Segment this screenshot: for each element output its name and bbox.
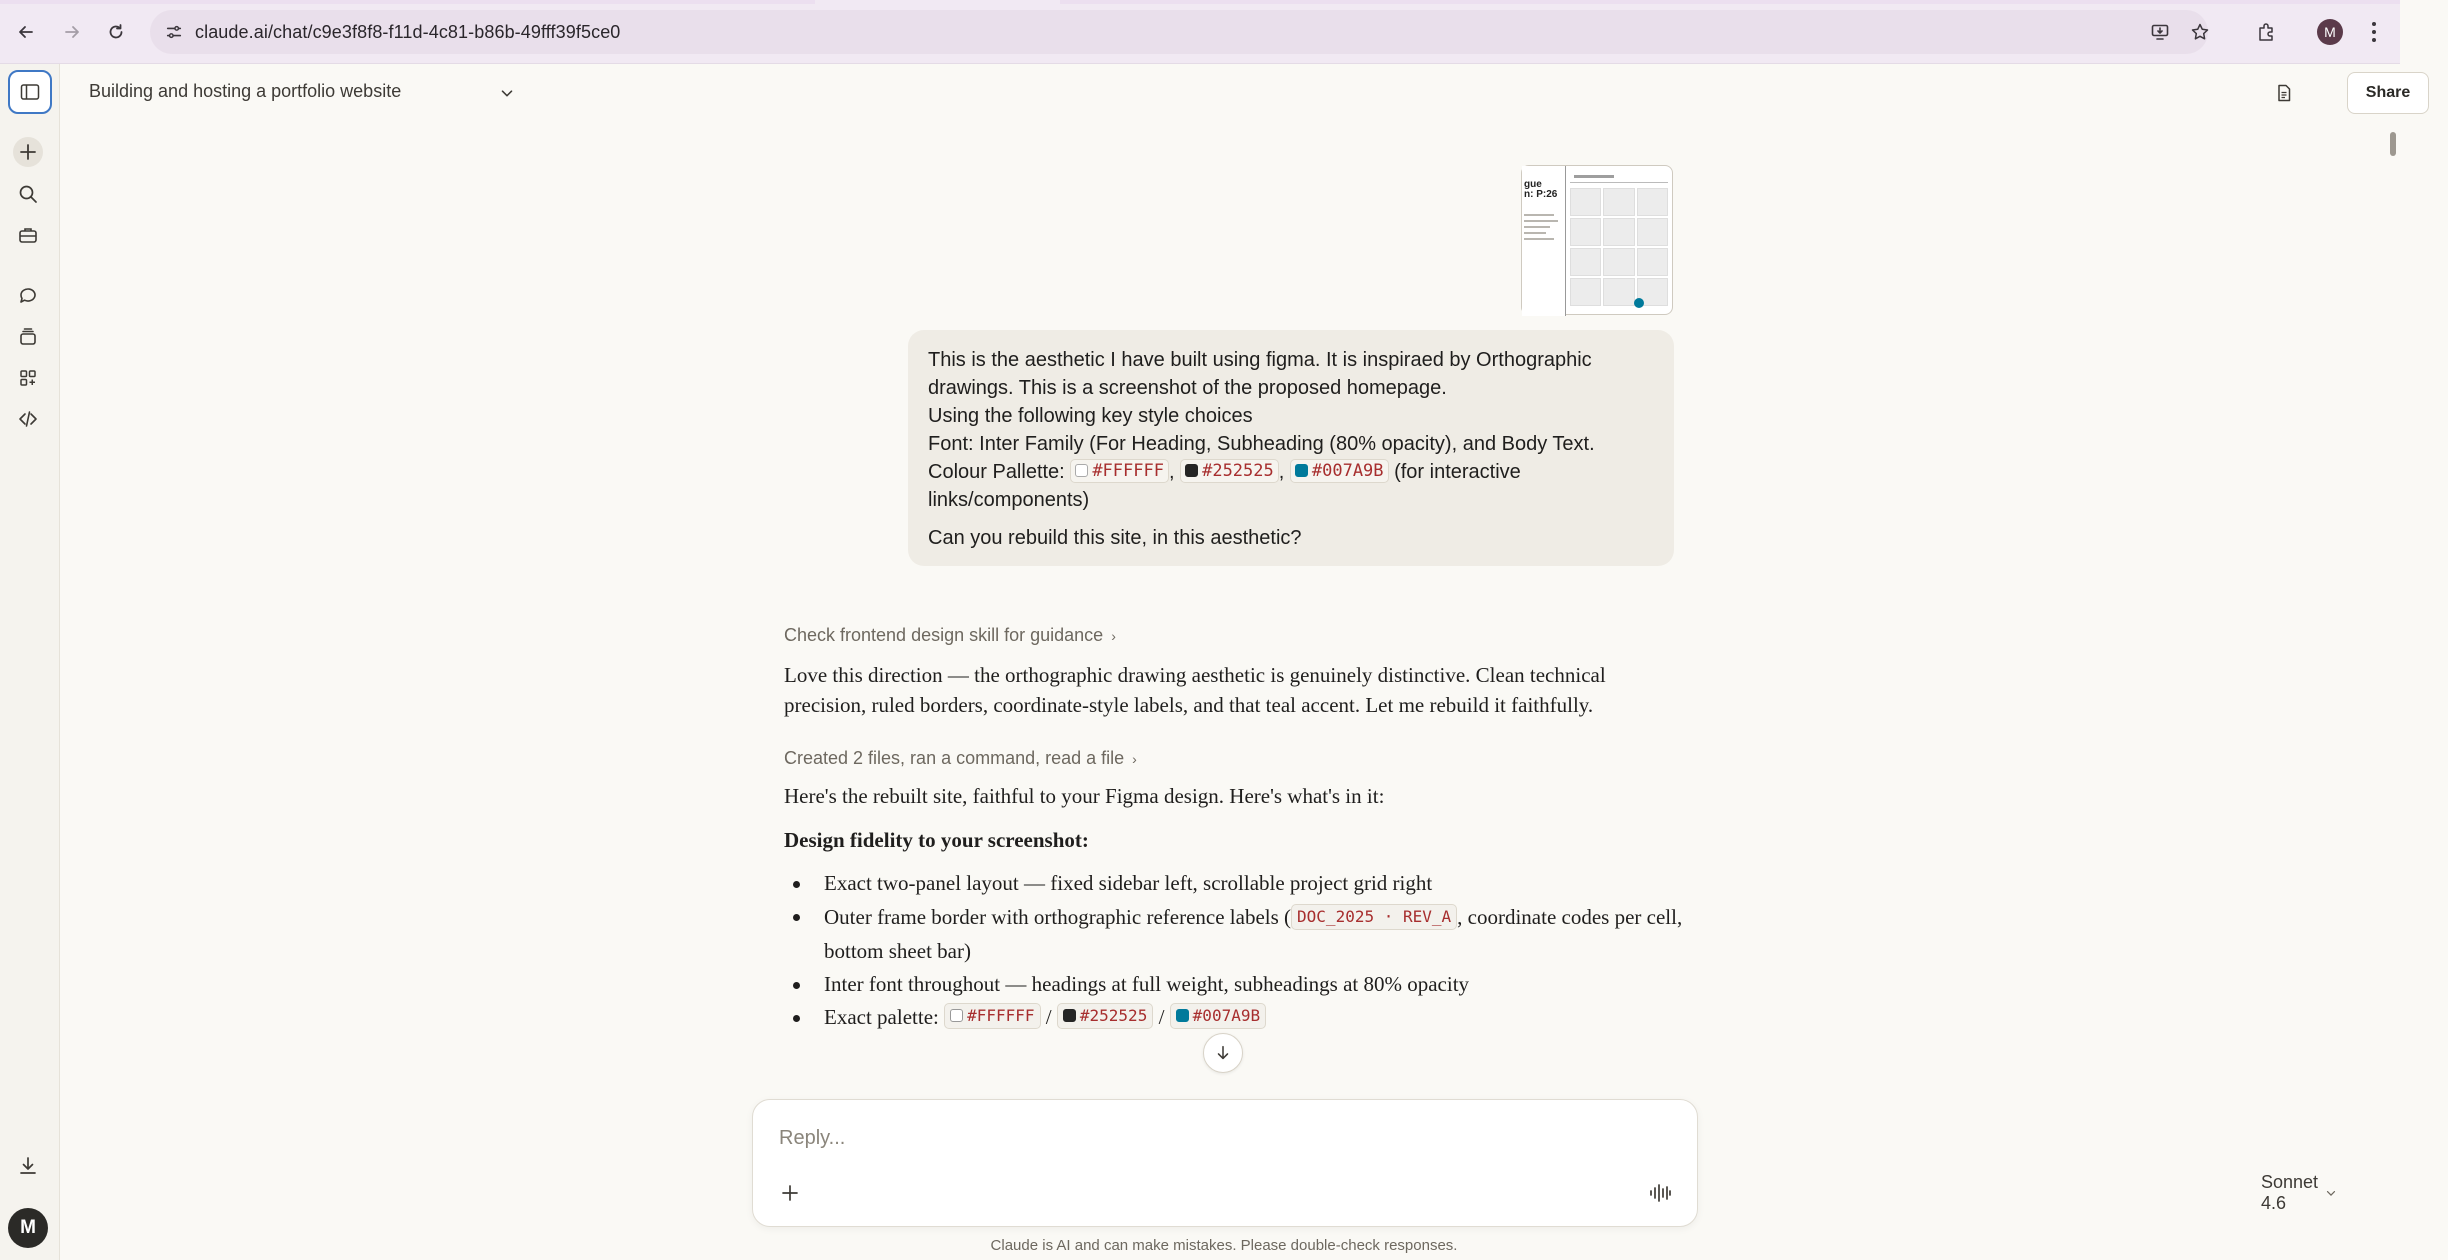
browser-profile-avatar[interactable]: M xyxy=(2317,19,2343,45)
color-code: #252525 xyxy=(1202,460,1274,481)
list-item-text: Exact palette: xyxy=(824,1005,939,1029)
dark-swatch xyxy=(1063,1009,1076,1022)
scrollbar-thumb[interactable] xyxy=(2390,132,2396,156)
browser-menu-button[interactable] xyxy=(2360,16,2388,48)
browser-toolbar xyxy=(0,0,2400,64)
new-chat-button[interactable] xyxy=(13,137,43,167)
reload-icon xyxy=(106,22,126,42)
list-item: Inter font throughout — headings at full weight, subheadings at 80% opacity xyxy=(784,968,1684,1001)
color-code-chip xyxy=(1170,1003,1266,1029)
tool-use-label: Created 2 files, ran a command, read a file xyxy=(784,748,1125,768)
white-swatch xyxy=(1075,464,1088,477)
artifacts-button[interactable] xyxy=(12,321,44,353)
arrow-down-icon xyxy=(1214,1044,1232,1062)
arrow-right-icon xyxy=(62,22,82,42)
briefcase-icon xyxy=(17,224,39,246)
add-attachment-button[interactable] xyxy=(773,1176,807,1210)
thumbnail-sidebar-panel xyxy=(1522,166,1566,316)
extensions-button[interactable] xyxy=(2250,16,2282,48)
waveform-icon xyxy=(1648,1181,1672,1205)
address-bar[interactable] xyxy=(150,10,2208,54)
chats-button[interactable] xyxy=(12,280,44,312)
install-app-icon[interactable] xyxy=(2148,20,2172,44)
color-code-chip xyxy=(1070,459,1169,483)
color-code: #252525 xyxy=(1079,1005,1148,1025)
color-code: #FFFFFF xyxy=(1092,460,1164,481)
assistant-paragraph: Here's the rebuilt site, faithful to your Figma design. Here's what's in it: xyxy=(784,784,1385,808)
tool-use-summary[interactable] xyxy=(784,625,1684,646)
user-question: Can you rebuild this site, in this aesthetic? xyxy=(928,527,1302,549)
user-avatar[interactable]: M xyxy=(8,1208,48,1248)
thumbnail-accent-dot xyxy=(1634,298,1644,308)
search-icon xyxy=(17,183,39,205)
forward-button[interactable] xyxy=(56,16,88,48)
separator: / xyxy=(1045,1005,1052,1029)
arrow-left-icon xyxy=(16,22,36,42)
stack-icon xyxy=(17,326,39,348)
list-item-text: , coordinate codes per cell, bottom sheet bar) xyxy=(824,905,1683,963)
user-message xyxy=(908,330,1674,566)
reload-button[interactable] xyxy=(100,16,132,48)
white-swatch xyxy=(950,1009,963,1022)
back-button[interactable] xyxy=(10,16,42,48)
thumbnail-rule xyxy=(1570,182,1668,183)
thumbnail-project-grid xyxy=(1570,188,1668,306)
projects-button[interactable] xyxy=(12,219,44,251)
chevron-right-icon: › xyxy=(1111,627,1116,644)
download-app-button[interactable] xyxy=(12,1150,44,1182)
assistant-paragraph: Love this direction — the orthographic drawing aesthetic is genuinely distinctive. Clean technical precision, ruled borders, coordinate-style labels, and that teal accent. Let me rebuild it faithfully. xyxy=(784,663,1606,717)
palette-line: Colour Pallette: #FFFFFF , #252525 , #007A9B (for interactive links/components) xyxy=(928,460,1521,511)
color-code: #007A9B xyxy=(1192,1005,1261,1025)
conversation-header xyxy=(61,65,2411,121)
thumbnail-text: gue n: P:26 xyxy=(1524,179,1558,200)
grid-icon xyxy=(17,367,39,389)
user-message-line: Font: Inter Family (For Heading, Subheading (80% opacity), and Body Text. xyxy=(928,433,1595,455)
feature-list xyxy=(784,867,1684,1034)
code-button[interactable] xyxy=(12,403,44,435)
chevron-down-icon[interactable] xyxy=(495,81,519,105)
palette-suffix: (for interactive links/components) xyxy=(928,461,1521,511)
document-icon[interactable] xyxy=(2268,77,2300,109)
list-item xyxy=(784,1001,1684,1034)
reply-composer xyxy=(752,1099,2319,1227)
tab-strip xyxy=(0,0,2400,4)
attached-screenshot-thumbnail[interactable] xyxy=(1521,165,1673,315)
active-tab-indicator xyxy=(815,0,1060,4)
thumbnail-text-lines xyxy=(1524,214,1560,244)
left-rail xyxy=(0,64,60,1260)
download-icon xyxy=(17,1155,39,1177)
plus-icon xyxy=(17,141,39,163)
model-selector[interactable] xyxy=(2261,1172,2338,1213)
list-item: Exact two-panel layout — fixed sidebar left, scrollable project grid right xyxy=(784,867,1684,900)
sidebar-toggle-button[interactable] xyxy=(8,70,52,114)
apps-button[interactable] xyxy=(12,362,44,394)
teal-swatch xyxy=(1295,464,1308,477)
puzzle-icon xyxy=(2256,22,2276,42)
assistant-heading: Design fidelity to your screenshot: xyxy=(784,828,1089,852)
separator: / xyxy=(1158,1005,1165,1029)
search-button[interactable] xyxy=(12,178,44,210)
sidebar-icon xyxy=(19,81,41,103)
assistant-message xyxy=(784,625,1684,1034)
inline-code-chip: DOC_2025 · REV_A xyxy=(1291,904,1457,930)
thumbnail-title-line xyxy=(1574,175,1614,178)
bookmark-star-icon[interactable] xyxy=(2188,20,2212,44)
code-icon xyxy=(17,408,39,430)
share-button[interactable]: Share xyxy=(2347,72,2429,114)
color-code-chip xyxy=(1290,459,1389,483)
chevron-down-icon xyxy=(2324,1186,2338,1200)
color-code: #007A9B xyxy=(1311,460,1384,481)
plus-icon xyxy=(780,1183,800,1203)
url-text: claude.ai/chat/c9e3f8f8-f11d-4c81-b86b-49fff39f5ce0 xyxy=(195,22,621,42)
teal-swatch xyxy=(1176,1009,1189,1022)
tool-use-label: Check frontend design skill for guidance xyxy=(784,625,1104,645)
chevron-right-icon: › xyxy=(1132,750,1137,767)
color-code-chip xyxy=(1180,459,1279,483)
chat-bubble-icon xyxy=(17,285,39,307)
reply-input[interactable] xyxy=(779,1122,1659,1154)
scroll-to-bottom-button[interactable] xyxy=(1203,1033,1243,1073)
list-item-text: Outer frame border with orthographic reference labels ( xyxy=(824,905,1292,929)
user-message-line: Using the following key style choices xyxy=(928,405,1253,427)
color-code-chip xyxy=(1057,1003,1153,1029)
user-message-line: This is the aesthetic I have built using figma. It is inspiraed by Orthographic drawings. This is a screenshot of the proposed homepage. xyxy=(928,349,1592,399)
model-name: Sonnet 4.6 xyxy=(2261,1172,2319,1213)
dark-swatch xyxy=(1185,464,1198,477)
list-item xyxy=(784,900,1684,968)
ai-disclaimer: Claude is AI and can make mistakes. Please double-check responses. xyxy=(990,1237,1458,1254)
voice-mode-button[interactable] xyxy=(1643,1176,1677,1210)
color-code-chip xyxy=(944,1003,1040,1029)
conversation-title[interactable]: Building and hosting a portfolio website xyxy=(89,81,402,101)
color-code: #FFFFFF xyxy=(967,1005,1035,1025)
tool-use-summary[interactable] xyxy=(784,748,1684,769)
site-settings-icon[interactable] xyxy=(162,20,186,44)
palette-prefix: Colour Pallette: xyxy=(928,461,1065,483)
